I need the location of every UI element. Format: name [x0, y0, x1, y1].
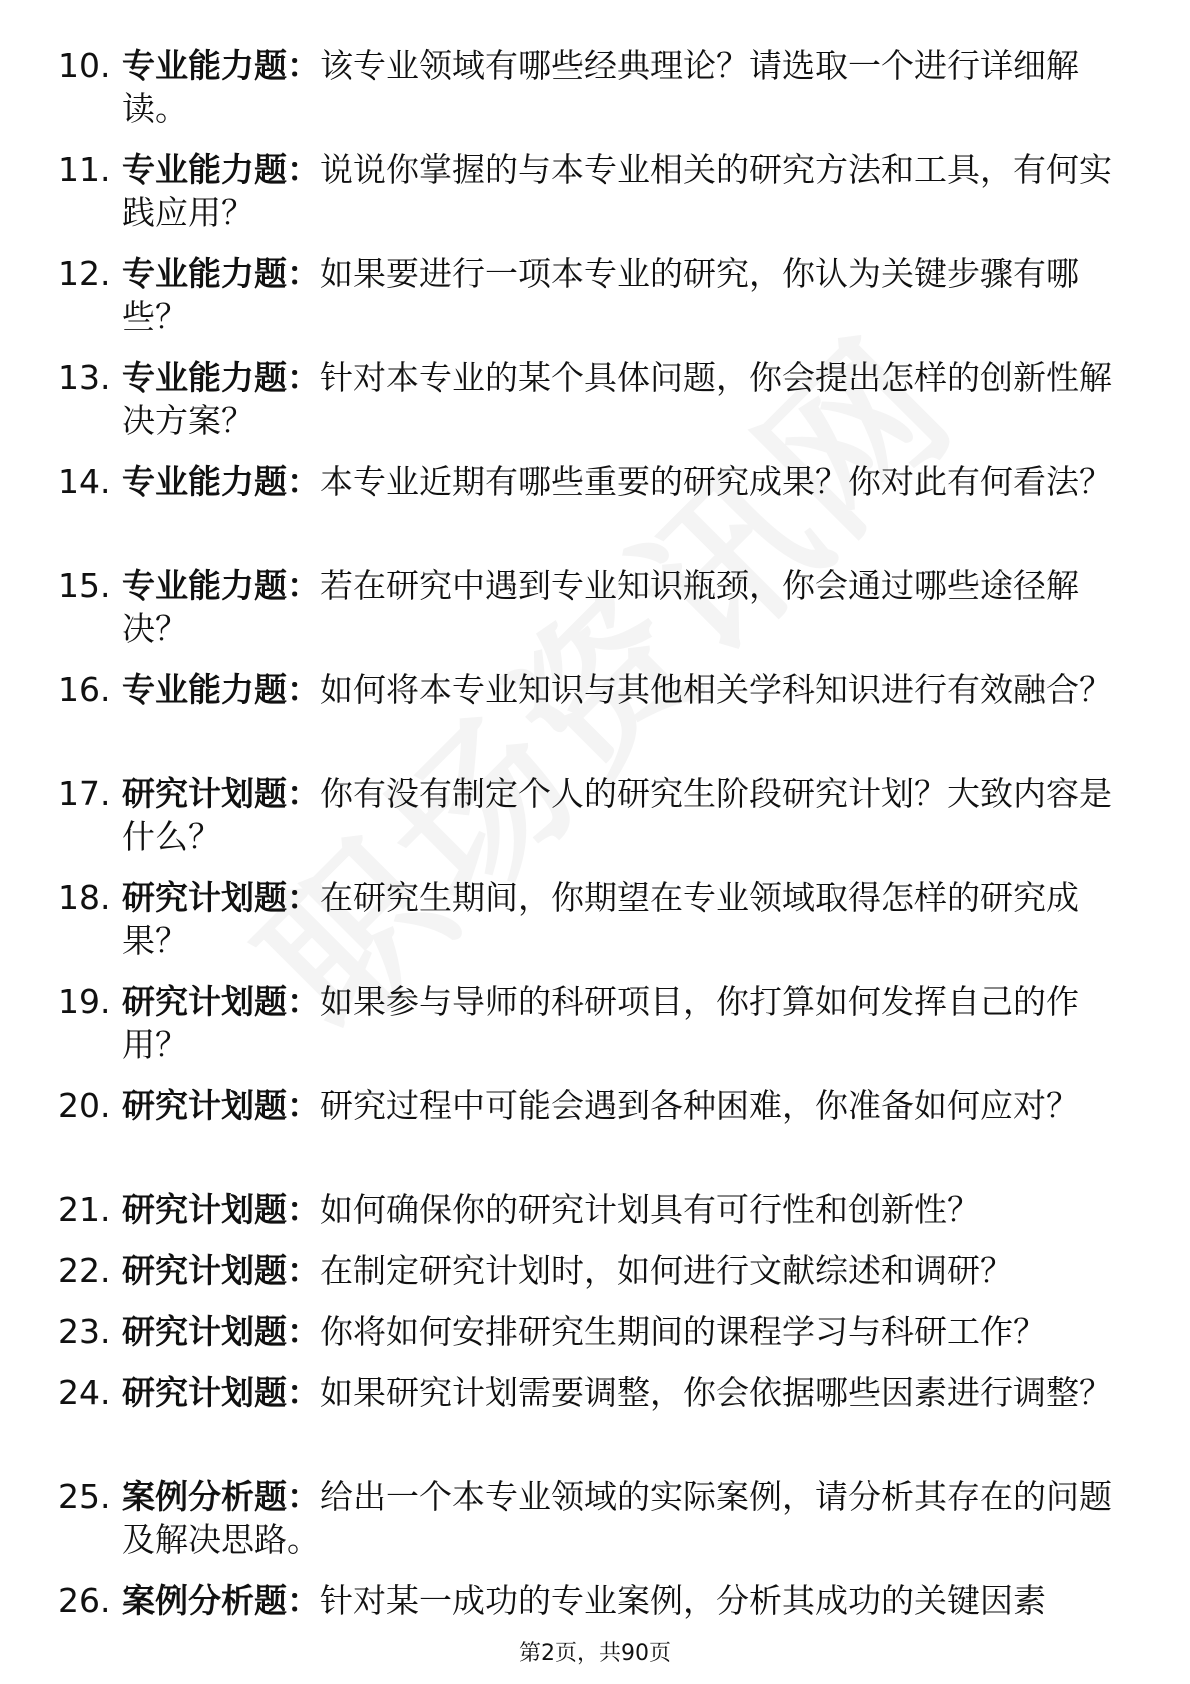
- question-number: 18.: [58, 878, 111, 917]
- question-category: 研究计划题：: [122, 1312, 320, 1351]
- question-text: 如何将本专业知识与其他相关学科知识进行有效融合？: [320, 670, 1112, 709]
- question-category: 专业能力题：: [122, 150, 320, 189]
- list-item: [58, 148, 1118, 234]
- question-number: 26.: [58, 1581, 111, 1620]
- question-category: 专业能力题：: [122, 462, 320, 501]
- question-text: 给出一个本专业领域的实际案例，请分析其存在的问题及解决思路。: [122, 1477, 1112, 1559]
- list-item: [58, 1475, 1118, 1561]
- list-item: [58, 356, 1118, 442]
- question-text: 针对某一成功的专业案例，分析其成功的关键因素: [320, 1581, 1046, 1620]
- question-category: 专业能力题：: [122, 670, 320, 709]
- question-number: 11.: [58, 150, 111, 189]
- question-text: 你有没有制定个人的研究生阶段研究计划？大致内容是什么？: [122, 774, 1112, 856]
- list-item: [58, 1188, 1118, 1231]
- question-category: 研究计划题：: [122, 878, 320, 917]
- question-number: 15.: [58, 566, 111, 605]
- page-footer: 第2页，共90页: [519, 1641, 671, 1666]
- question-category: 研究计划题：: [122, 1251, 320, 1290]
- question-text: 针对本专业的某个具体问题，你会提出怎样的创新性解决方案？: [122, 358, 1112, 440]
- list-item: [58, 44, 1118, 130]
- question-list: [58, 44, 1118, 1640]
- question-number: 23.: [58, 1312, 111, 1351]
- question-number: 10.: [58, 46, 111, 85]
- question-text: 你将如何安排研究生期间的课程学习与科研工作？: [320, 1312, 1046, 1351]
- question-text: 如果参与导师的科研项目，你打算如何发挥自己的作用？: [122, 982, 1079, 1064]
- question-category: 专业能力题：: [122, 46, 320, 85]
- question-category: 研究计划题：: [122, 982, 320, 1021]
- question-text: 本专业近期有哪些重要的研究成果？你对此有何看法？: [320, 462, 1112, 501]
- question-category: 专业能力题：: [122, 566, 320, 605]
- question-number: 14.: [58, 462, 111, 501]
- list-item: [58, 1310, 1118, 1353]
- question-number: 21.: [58, 1190, 111, 1229]
- question-number: 13.: [58, 358, 111, 397]
- question-text: 如果研究计划需要调整，你会依据哪些因素进行调整？: [320, 1373, 1112, 1412]
- question-category: 研究计划题：: [122, 1373, 320, 1412]
- list-item: [58, 252, 1118, 338]
- list-item: [58, 564, 1118, 650]
- question-text: 在研究生期间，你期望在专业领域取得怎样的研究成果？: [122, 878, 1079, 960]
- question-text: 该专业领域有哪些经典理论？请选取一个进行详细解读。: [122, 46, 1079, 128]
- question-text: 说说你掌握的与本专业相关的研究方法和工具，有何实践应用？: [122, 150, 1112, 232]
- question-category: 案例分析题：: [122, 1581, 320, 1620]
- question-text: 研究过程中可能会遇到各种困难，你准备如何应对？: [320, 1086, 1079, 1125]
- list-item: [58, 772, 1118, 858]
- question-category: 案例分析题：: [122, 1477, 320, 1516]
- question-category: 研究计划题：: [122, 1190, 320, 1229]
- list-item: [58, 460, 1118, 546]
- list-item: [58, 1371, 1118, 1457]
- question-text: 如果要进行一项本专业的研究，你认为关键步骤有哪些？: [122, 254, 1079, 336]
- question-category: 研究计划题：: [122, 774, 320, 813]
- question-category: 专业能力题：: [122, 358, 320, 397]
- question-number: 22.: [58, 1251, 111, 1290]
- list-item: [58, 1249, 1118, 1292]
- list-item: [58, 980, 1118, 1066]
- list-item: [58, 1084, 1118, 1170]
- question-text: 在制定研究计划时，如何进行文献综述和调研？: [320, 1251, 1013, 1290]
- list-item: [58, 1579, 1118, 1622]
- question-text: 若在研究中遇到专业知识瓶颈，你会通过哪些途径解决？: [122, 566, 1079, 648]
- list-item: [58, 876, 1118, 962]
- question-number: 24.: [58, 1373, 111, 1412]
- question-number: 25.: [58, 1477, 111, 1516]
- question-number: 16.: [58, 670, 111, 709]
- question-number: 12.: [58, 254, 111, 293]
- question-text: 如何确保你的研究计划具有可行性和创新性？: [320, 1190, 980, 1229]
- question-category: 研究计划题：: [122, 1086, 320, 1125]
- question-number: 20.: [58, 1086, 111, 1125]
- question-category: 专业能力题：: [122, 254, 320, 293]
- list-item: [58, 668, 1118, 754]
- question-number: 17.: [58, 774, 111, 813]
- question-number: 19.: [58, 982, 111, 1021]
